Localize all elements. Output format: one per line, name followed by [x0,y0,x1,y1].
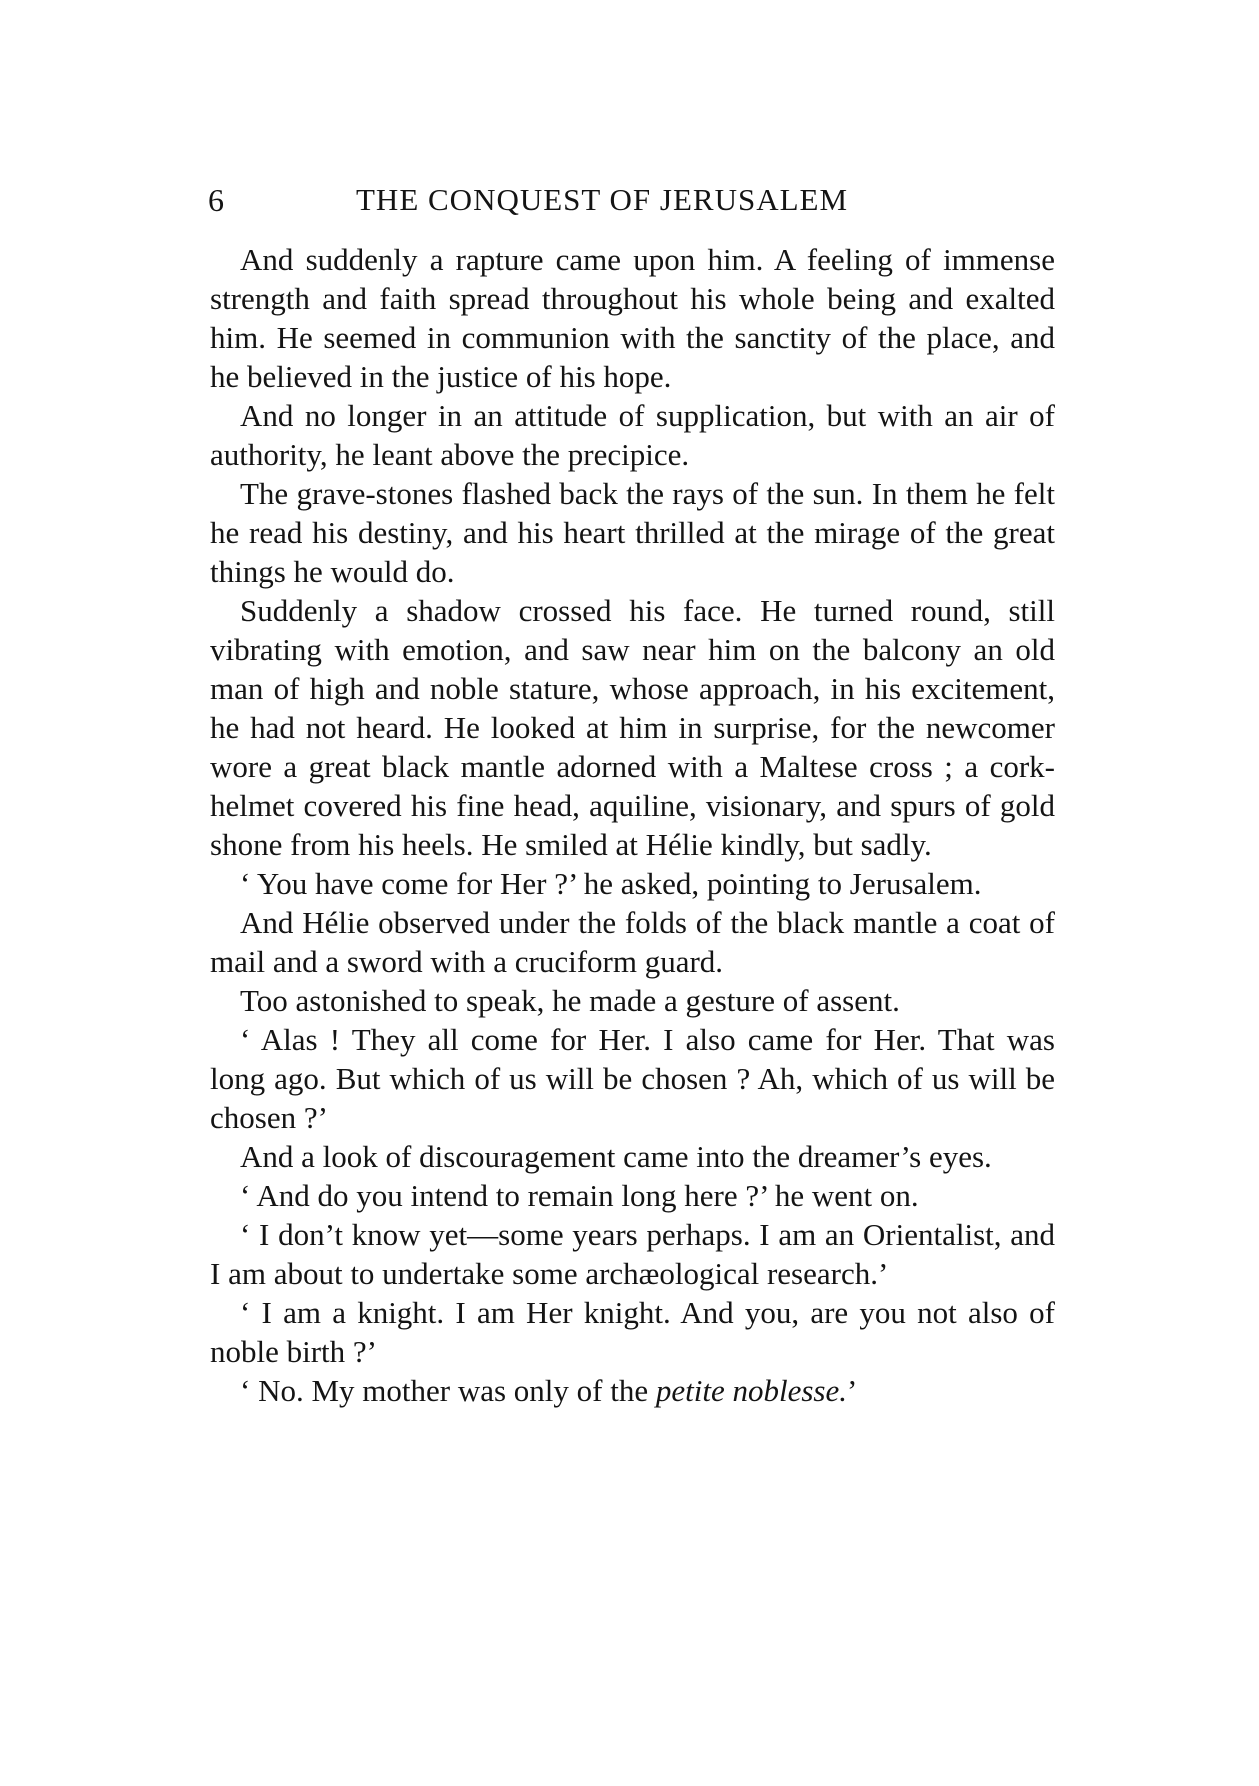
paragraph: ‘ You have come for Her ?’ he asked, pointing to Jerusalem. [240,866,982,901]
paragraph: Suddenly a shadow crossed his face. He turned round, still vibrating with emotion, and saw near him on the balcony an old man of high and noble stature, whose approach, in his excitement, he had not heard. He looked at him in surprise, for the newcomer wore a great black mantle adorned with a Maltese cross ; a cork-helmet covered his fine head, aquiline, visionary, and spurs of gold shone from his heels. He smiled at Hélie kindly, but sadly. [210,593,1055,862]
paragraph: ‘ I am a knight. I am Her knight. And you, are you not also of noble birth ?’ [210,1295,1055,1369]
paragraph: ‘ And do you intend to remain long here ?’ he went on. [240,1178,919,1213]
paragraph: And Hélie observed under the folds of the black mantle a coat of mail and a sword with a cruciform guard. [210,905,1055,979]
text-segment: ’ [846,1373,858,1408]
paragraph: And a look of discouragement came into the dreamer’s eyes. [240,1139,992,1174]
paragraph: And suddenly a rapture came upon him. A feeling of immense strength and faith spread throughout his whole being and exalted him. He seemed in communion with the sanctity of the place, and he believed in the justice of his hope. [210,242,1055,394]
running-title: THE CONQUEST OF JERUSALEM [356,182,849,217]
paragraph: The grave-stones flashed back the rays of the sun. In them he felt he read his destiny, and his heart thrilled at the mirage of the great things he would do. [210,476,1055,589]
paragraph: Too astonished to speak, he made a gesture of assent. [240,983,900,1018]
paragraph-last [210,1371,1055,1410]
page-number: 6 [208,182,224,218]
paragraph: ‘ Alas ! They all come for Her. I also came for Her. That was long ago. But which of us will be chosen ? Ah, which of us will be chosen ?’ [210,1022,1055,1135]
text-segment: ‘ No. My mother was only of the [240,1373,656,1408]
italic-phrase: petite noblesse. [655,1373,847,1408]
paragraph: ‘ I don’t know yet—some years perhaps. I am an Orientalist, and I am about to undertake some archæological research.’ [210,1217,1055,1291]
paragraph: And no longer in an attitude of supplication, but with an air of authority, he leant above the precipice. [210,398,1055,472]
body-text [210,240,1055,1410]
running-head [208,178,1053,222]
